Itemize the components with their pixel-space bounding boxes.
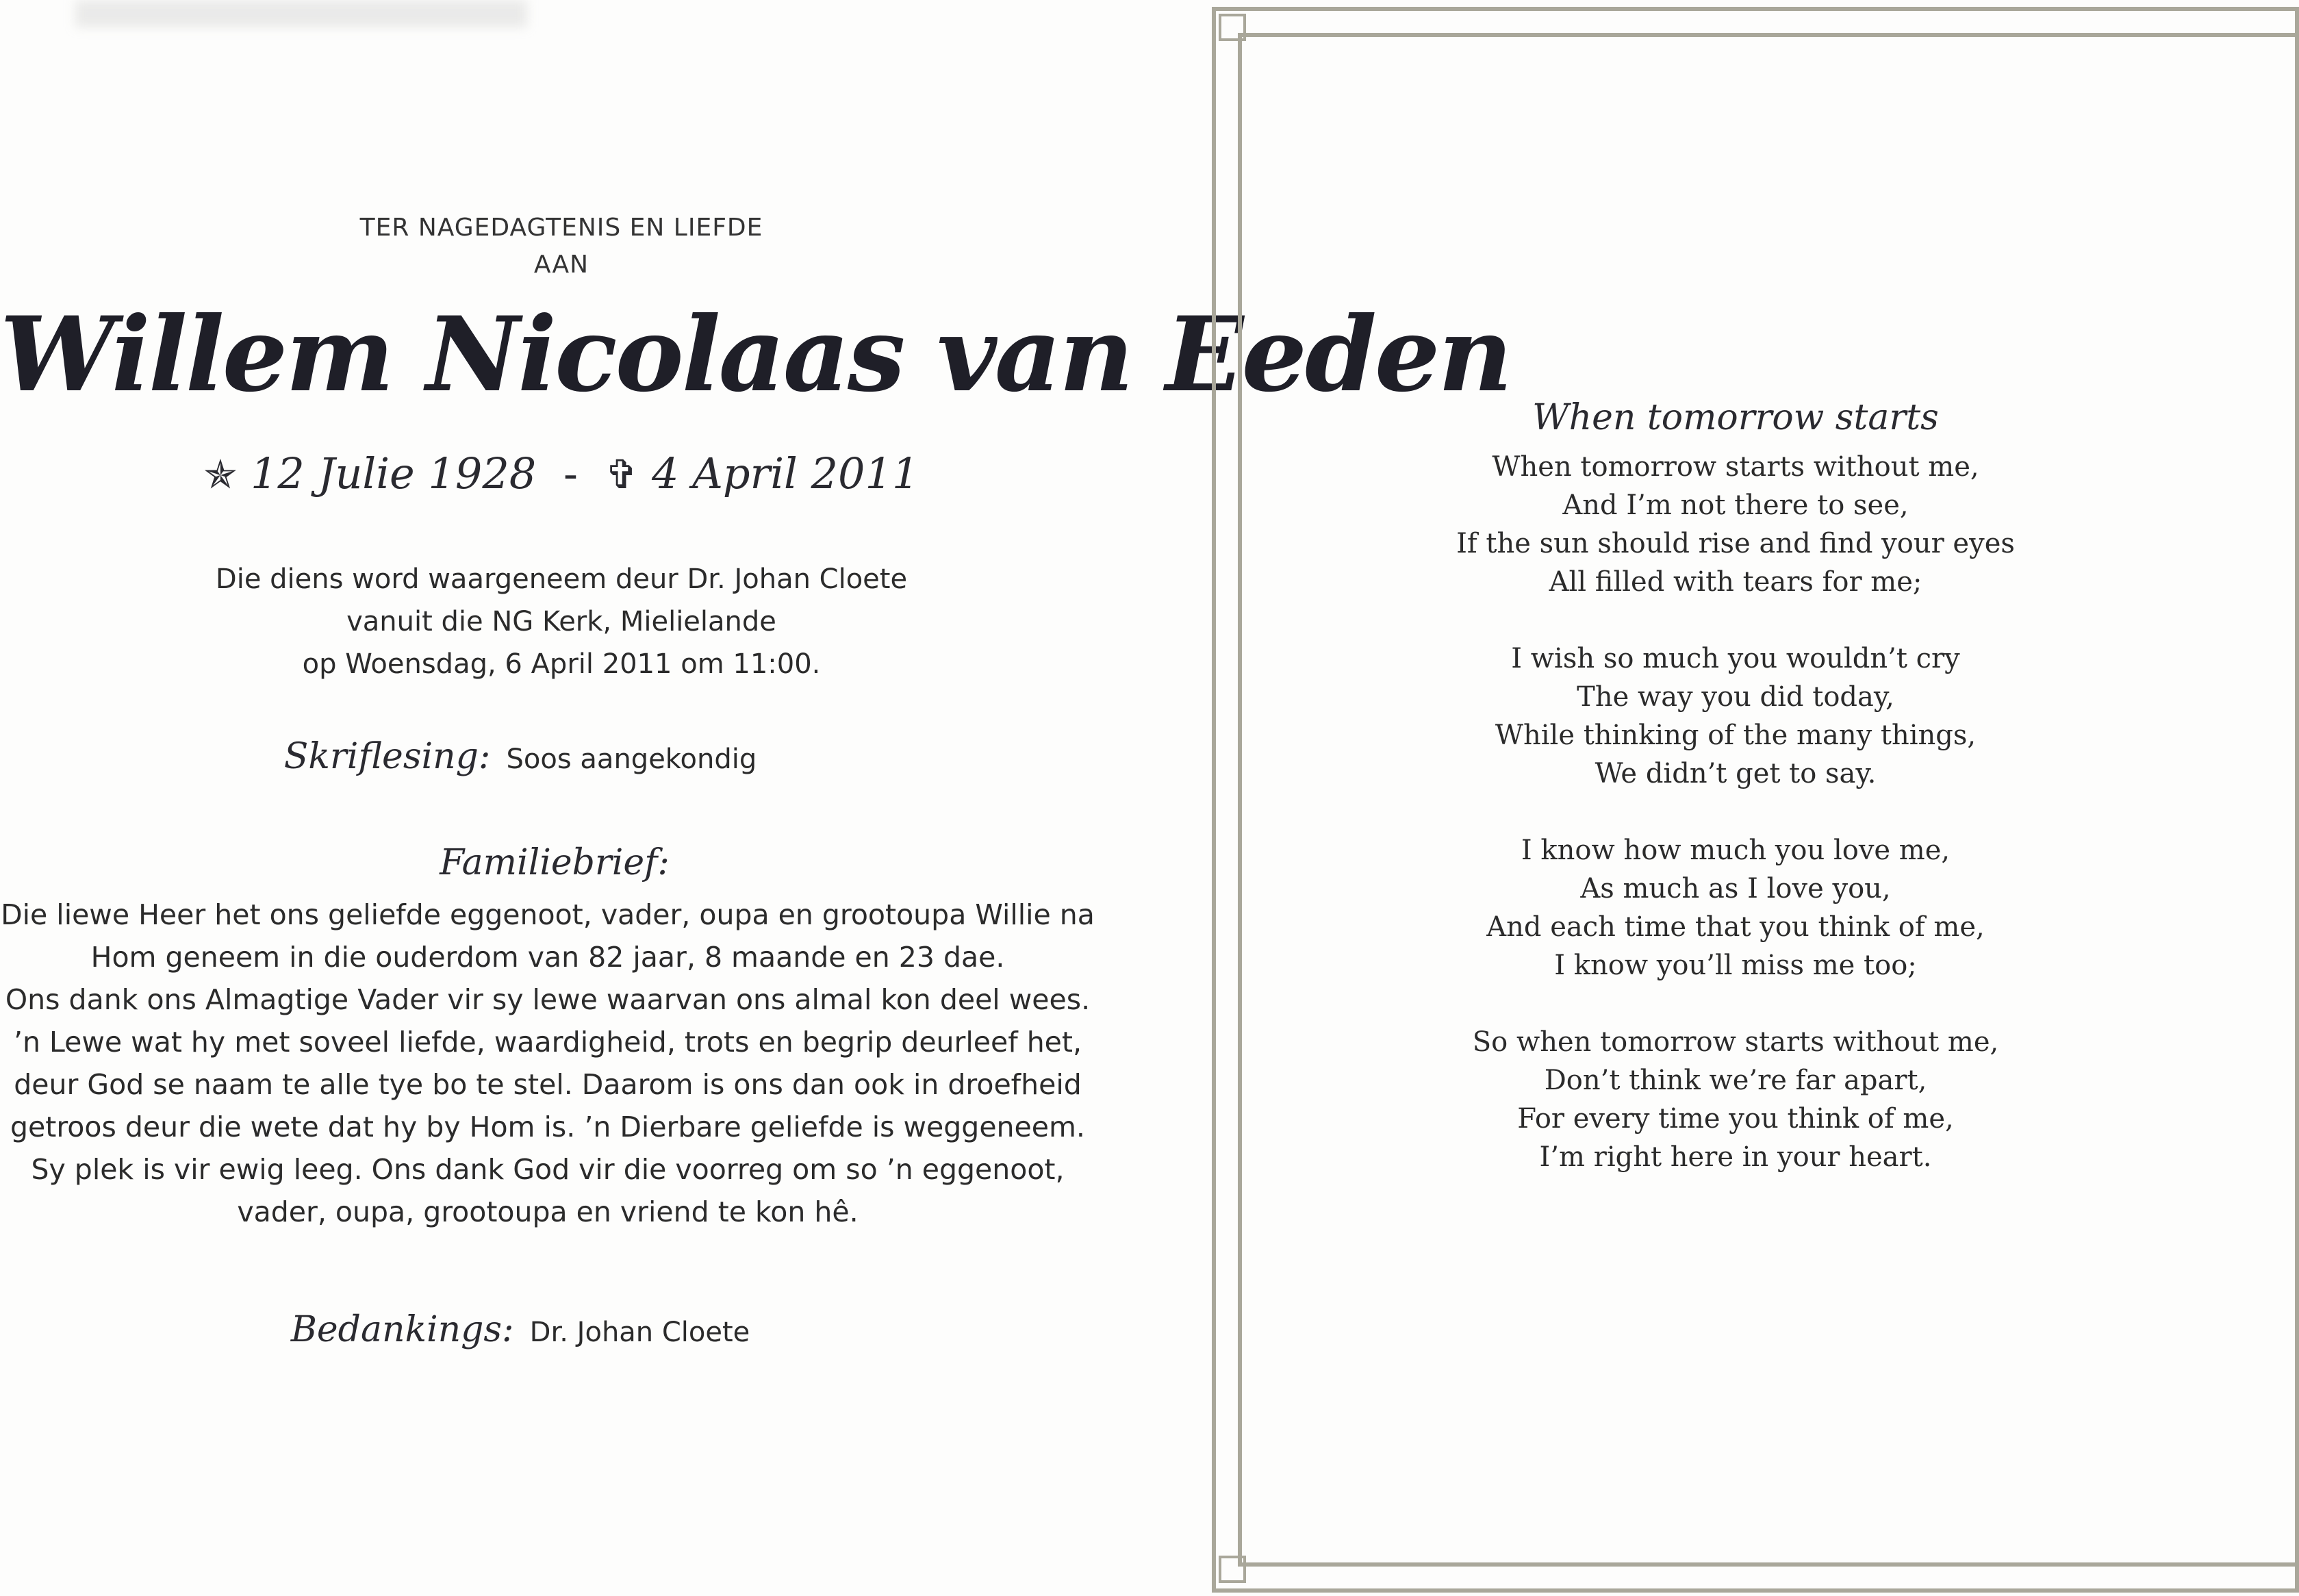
service-line: Die diens word waargeneem deur Dr. Johan Cloete <box>215 563 908 595</box>
service-details <box>0 558 1123 685</box>
poem-line: The way you did today, <box>1577 681 1894 713</box>
star-icon: ✯ <box>203 451 238 498</box>
poem-line: And I’m not there to see, <box>1562 490 1909 521</box>
scan-smudge <box>75 0 527 27</box>
poem-line: When tomorrow starts without me, <box>1492 451 1979 483</box>
poem-line: So when tomorrow starts without me, <box>1472 1026 1999 1058</box>
family-letter <box>0 894 1119 1233</box>
cross-icon: ✞ <box>605 451 639 498</box>
poem-line: I’m right here in your heart. <box>1539 1141 1932 1173</box>
reading-value: Soos aangekondig <box>506 744 757 775</box>
letter-line: deur God se naam te alle tye bo te stel. Daarom is ons dan ook in droefheid <box>14 1068 1082 1101</box>
reading-row <box>0 736 1082 777</box>
letter-line: getroos deur die wete dat hy by Hom is. ’n Dierbare geliefde is weggeneem. <box>10 1111 1085 1143</box>
service-line: vanuit die NG Kerk, Mielielande <box>346 606 776 637</box>
letter-label: Familiebrief: <box>440 842 670 883</box>
corner-ornament-icon <box>1219 1556 1246 1583</box>
poem-line: As much as I love you, <box>1580 873 1891 904</box>
letter-line: Sy plek is vir ewig leeg. Ons dank God vir die voorreg om so ’n eggenoot, <box>31 1153 1065 1186</box>
poem-stanza <box>1280 448 2191 601</box>
deceased-name: Willem Nicolaas van Eeden <box>0 294 1511 415</box>
corner-ornament-icon <box>1219 14 1246 41</box>
letter-line: Die liewe Heer het ons geliefde eggenoot, vader, oupa en grootoupa Willie na <box>1 898 1095 931</box>
poem-line: Don’t think we’re far apart, <box>1544 1065 1927 1096</box>
memorial-heading-to: AAN <box>533 251 589 279</box>
poem-line: And each time that you think of me, <box>1486 911 1985 943</box>
thanks-value: Dr. Johan Cloete <box>529 1317 750 1348</box>
poem <box>1280 397 2191 1215</box>
poem-line: We didn’t get to say. <box>1595 758 1877 789</box>
reading-label: Skriflesing: <box>283 736 491 777</box>
thanks-label: Bedankings: <box>290 1309 514 1350</box>
right-page <box>1212 0 2299 1596</box>
poem-line: For every time you think of me, <box>1517 1103 1954 1135</box>
thanks-row <box>0 1309 1082 1350</box>
life-dates <box>0 448 1123 498</box>
death-date: 4 April 2011 <box>651 448 919 498</box>
poem-line: I know how much you love me, <box>1521 835 1951 866</box>
letter-line: ’n Lewe wat hy met soveel liefde, waardigheid, trots en begrip deurleef het, <box>13 1026 1082 1059</box>
letter-line: Hom geneem in die ouderdom van 82 jaar, 8 maande en 23 dae. <box>90 941 1005 974</box>
memorial-heading: TER NAGEDAGTENIS EN LIEFDE <box>359 214 763 242</box>
poem-line: I wish so much you wouldn’t cry <box>1511 643 1960 674</box>
poem-line: I know you’ll miss me too; <box>1554 950 1917 981</box>
poem-stanza <box>1280 639 2191 793</box>
poem-line: While thinking of the many things, <box>1495 720 1977 751</box>
date-dash: - <box>563 448 578 498</box>
poem-title: When tomorrow starts <box>1532 397 1939 438</box>
poem-line: If the sun should rise and find your eyes <box>1456 528 2015 559</box>
poem-stanza <box>1280 1023 2191 1176</box>
birth-date: 12 Julie 1928 <box>250 448 537 498</box>
poem-stanza <box>1280 831 2191 985</box>
poem-line: All filled with tears for me; <box>1549 566 1922 598</box>
letter-line: Ons dank ons Almagtige Vader vir sy lewe waarvan ons almal kon deel wees. <box>5 983 1091 1016</box>
service-line: op Woensdag, 6 April 2011 om 11:00. <box>302 648 821 680</box>
letter-line: vader, oupa, grootoupa en vriend te kon hê. <box>237 1195 859 1228</box>
